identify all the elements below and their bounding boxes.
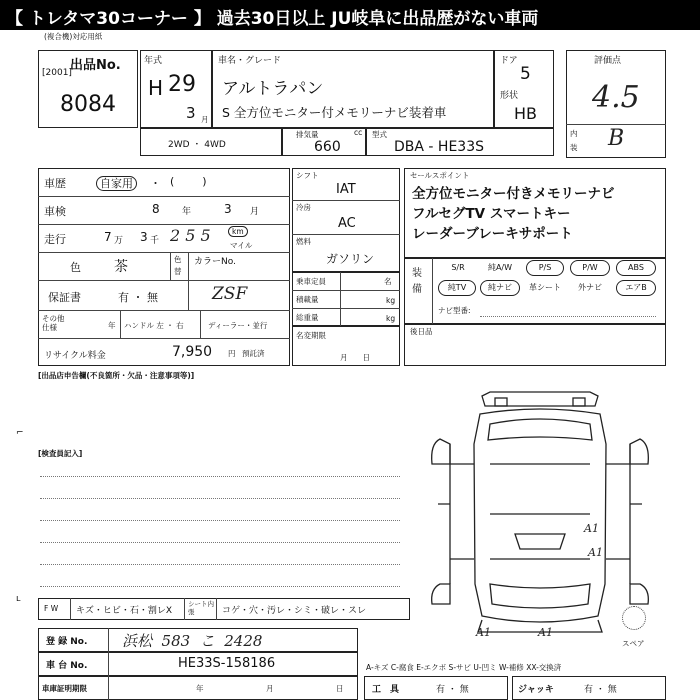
shift-label: シフト [296, 171, 319, 180]
mileage-unit-km: km [228, 227, 248, 236]
mileage-label: 走行 [44, 233, 66, 246]
warranty-label: 保証書 [48, 291, 81, 304]
chassis-label: 車 台 No. [46, 661, 88, 671]
capacity-label: 乗車定員 [296, 277, 326, 286]
retro-label: 後日品 [410, 327, 433, 336]
cc-label: 排気量 [296, 130, 319, 139]
year-value: 29 [168, 72, 196, 97]
color-change-2: 替 [174, 267, 182, 276]
drive-value: 2WD ・ 4WD [168, 140, 226, 150]
cert-year: 年 [196, 684, 204, 693]
year-label: 年式 [144, 56, 163, 66]
history-value [96, 175, 137, 191]
lot-year-code: [2001] [42, 68, 72, 78]
load-label: 積載量 [296, 295, 319, 304]
shift-value: IAT [336, 182, 356, 197]
equip-row2-0: 純TV [438, 280, 476, 296]
recycle-value: 7,950 [172, 344, 213, 360]
warranty-value: 有 ・ 無 [118, 291, 158, 304]
lot-number: 8084 [60, 92, 116, 117]
inspection-year: 8 [152, 202, 160, 216]
retro-box [404, 324, 666, 366]
weight-unit: kg [386, 314, 396, 323]
car-diagram [420, 384, 660, 644]
colorno-divider [188, 252, 189, 310]
namechange-unit: 月 日 [340, 353, 370, 362]
model-label: 型式 [372, 130, 387, 139]
equip-row2-1: 純ナビ [480, 280, 520, 296]
inspection-year-unit: 年 [182, 207, 192, 217]
reg-value: 浜松 583 こ 2428 [122, 632, 263, 650]
load-unit: kg [386, 296, 396, 305]
tools-value: 有 ・ 無 [436, 685, 469, 695]
grade-value: S 全方位モニター付メモリーナビ装着車 [222, 105, 447, 120]
jack-label: ジャッキ [518, 685, 554, 695]
mileage-handwritten: 2 5 5 [170, 226, 211, 245]
month-unit: 月 [201, 115, 209, 124]
jack-value: 有 ・ 無 [584, 685, 617, 695]
spec-label: その他仕様 [42, 314, 65, 332]
recycle-unit: 円 [228, 349, 236, 358]
sheet-subnote: (複合機)対応用紙 [44, 32, 103, 41]
notes-area [36, 456, 412, 598]
equip-row1-1: 純A/W [487, 263, 513, 272]
defect-mark-3: A1 [476, 626, 491, 639]
history-paren: ( ) [170, 175, 207, 188]
equip-row2-2: 革シート [529, 283, 561, 292]
reg-label: 登 録 No. [46, 637, 88, 647]
selling-line-1: 全方位モニター付きメモリーナビ [412, 186, 615, 202]
header-title: 【 トレタマ30コーナー 】 過去30日以上 JU岐阜に出品歴がない車両 [6, 9, 539, 29]
body-value: HB [514, 104, 538, 123]
defect-mark-2: A1 [588, 546, 603, 559]
selling-line-2: フルセグTV スマートキー [412, 206, 571, 222]
lot-label: 出品No. [70, 58, 121, 73]
inspection-month: 3 [224, 202, 232, 216]
spare-tire-icon [622, 606, 646, 630]
seat-label: シート内張 [188, 600, 214, 616]
score-label: 評価点 [594, 56, 622, 66]
mileage-unit-mile: マイル [230, 241, 253, 250]
cc-unit: cc [354, 128, 363, 137]
colorno-value: ZSF [212, 284, 248, 304]
color-change-1: 色 [174, 255, 182, 264]
equip-row1-4: ABS [616, 260, 656, 276]
interior-divider [566, 124, 666, 125]
defects-header: [出品店申告欄(不良箇所・欠品・注意事項等)] [38, 371, 195, 380]
selling-label: セールスポイント [410, 171, 470, 180]
selling-line-3: レーダーブレーキサポート [412, 226, 573, 242]
inspection-label: 車検 [44, 205, 66, 218]
defect-mark-4: A1 [538, 626, 553, 639]
cert-day: 日 [336, 684, 344, 693]
recycle-note: 預託済 [242, 349, 265, 358]
mileage-man-unit: 万 [114, 236, 124, 246]
colorno-label: カラーNo. [194, 257, 236, 267]
chassis-value: HE33S-158186 [178, 656, 276, 671]
month-value: 3 [186, 104, 196, 122]
carname-value: アルトラパン [222, 79, 324, 99]
equip-row1-2: P/S [526, 260, 564, 276]
carname-label: 車名・グレード [218, 56, 282, 66]
seat-text: コゲ・穴・汚レ・シミ・破レ・スレ [222, 606, 367, 616]
inspection-month-unit: 月 [250, 207, 260, 217]
handle-year-label: 年 [108, 321, 116, 330]
defect-legend: A-キズ C-腐食 E-エクボ S-サビ U-凹ミ W-補修 XX-交換済 [366, 663, 562, 672]
body-label: 形状 [500, 91, 519, 101]
weight-label: 総重量 [296, 313, 319, 322]
cert-label: 車庫証明期限 [42, 684, 87, 693]
doors-value: 5 [520, 64, 531, 84]
doors-label: ドア [500, 56, 518, 66]
interior-value: B [608, 126, 625, 151]
dealer-text: ディーラー・並行 [208, 321, 268, 330]
mileage-sen: 3 [140, 230, 148, 244]
history-circled: 自家用 [96, 176, 137, 191]
score-value: 4.5 [592, 80, 640, 115]
equip-row1-3: P/W [570, 260, 610, 276]
cc-value: 660 [314, 139, 341, 155]
model-value: DBA - HE33S [394, 139, 484, 155]
year-era: H [148, 76, 164, 100]
namechange-label: 名変期限 [296, 331, 326, 340]
equip-row2-4: エアB [616, 280, 656, 296]
capacity-unit: 名 [384, 277, 392, 286]
interior-label-2: 装 [570, 143, 578, 152]
aircon-value: AC [338, 216, 356, 231]
tools-label: 工 具 [372, 685, 400, 695]
history-label: 車歴 [44, 177, 66, 190]
history-dot: ・ [150, 177, 161, 190]
navi-model-label: ナビ型番: [438, 306, 471, 315]
color-value: 茶 [114, 259, 128, 275]
color-label: 色 [70, 261, 81, 274]
mileage-sen-unit: 千 [150, 236, 160, 246]
defect-mark-1: A1 [584, 522, 599, 535]
interior-label-1: 内 [570, 129, 578, 138]
equipment-label: 装備 [412, 268, 422, 295]
fuel-value: ガソリン [326, 252, 375, 266]
equip-row2-3: 外ナビ [578, 283, 602, 292]
cert-month: 月 [266, 684, 274, 693]
fw-label: F W [44, 604, 59, 613]
spare-label: スペア [622, 639, 645, 648]
aircon-label: 冷房 [296, 203, 311, 212]
fw-text: キズ・ヒビ・石・割レX [76, 606, 172, 616]
mileage-man: 7 [104, 230, 112, 244]
recycle-label: リサイクル料金 [44, 351, 106, 361]
equip-row1-0: S/R [451, 263, 465, 272]
fuel-label: 燃料 [296, 237, 311, 246]
notes-header: [検査員記入] [38, 449, 83, 458]
handle-text: ハンドル 左 ・ 右 [124, 321, 184, 330]
color-change-divider [170, 252, 171, 280]
